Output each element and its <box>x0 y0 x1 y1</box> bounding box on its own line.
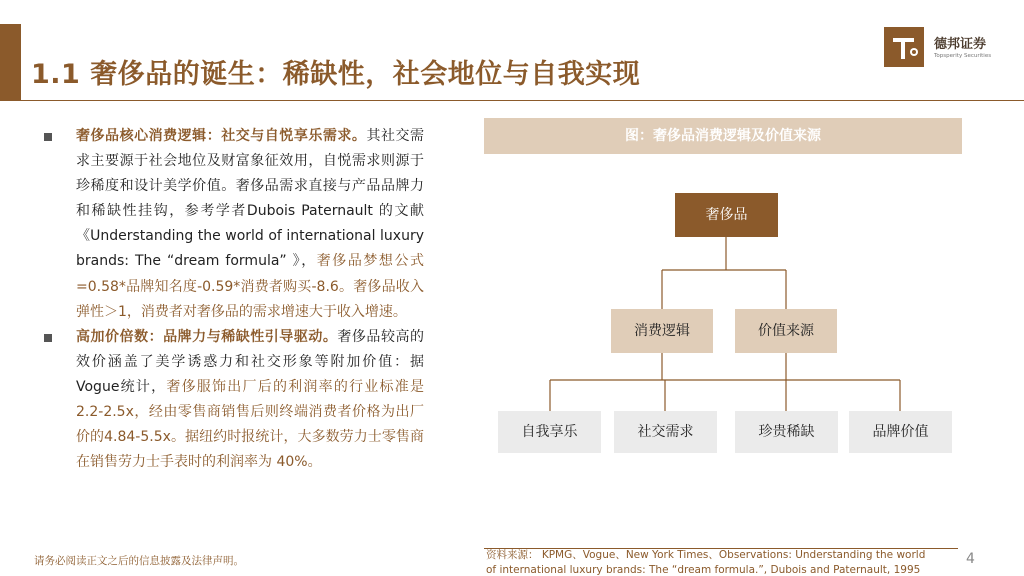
company-logo <box>884 27 1004 69</box>
bullet-highlight: 奢侈品梦想公式=0.58*品牌知名度-0.59*消费者购买-8.6。奢侈品收入弹性＞1，消费者对奢侈品的需求增速大于收入增速。 <box>76 253 424 320</box>
logo-mark-icon <box>884 27 924 67</box>
source-line: 资料来源： KPMG、Vogue、New York Times、Observations: Understanding the world <box>486 549 926 561</box>
tree-node-rare-scarcity: 珍贵稀缺 <box>735 411 838 453</box>
tree-node-social-demand: 社交需求 <box>614 411 717 453</box>
logo-subtitle: Topsperity Securities <box>934 53 992 59</box>
legal-disclaimer: 请务必阅读正文之后的信息披露及法律声明。 <box>34 555 244 567</box>
title-accent-bar <box>0 24 21 101</box>
tree-node-value-source: 价值来源 <box>735 309 837 353</box>
bullet-square-icon <box>44 133 52 141</box>
tree-node-luxury: 奢侈品 <box>675 193 778 237</box>
bullet-square-icon <box>44 334 52 342</box>
tree-node-self-pleasure: 自我享乐 <box>498 411 601 453</box>
bullet-text: 奢侈品较高的效价涵盖了美学诱惑力和社交形象等附加价值：据Vogue统计， <box>76 328 424 395</box>
bullet-item-markup <box>44 325 424 476</box>
bullet-item-consumption-logic <box>44 124 424 325</box>
source-line: of international luxury brands: The “dream formula.”, Dubois and Paternault, 1995 <box>486 564 921 576</box>
bullet-list <box>44 124 424 475</box>
tree-node-consumption-logic: 消费逻辑 <box>611 309 713 353</box>
source-note <box>486 548 960 576</box>
figure-title: 图：奢侈品消费逻辑及价值来源 <box>484 118 962 154</box>
page-number: 4 <box>966 551 975 567</box>
title-divider <box>21 100 1024 101</box>
bullet-text: 其社交需求主要源于社会地位及财富象征效用，自悦需求则源于珍稀度和设计美学价值。奢侈品需求直接与产品品牌力和稀缺性挂钩，参考学者Dubois Paternault 的文献《Understanding the world of international luxury brands: The “dream formula” 》， <box>76 128 425 270</box>
bullet-highlight: 奢侈服饰出厂后的利润率的行业标准是2.2-2.5x，经由零售商销售后则终端消费者价格为出厂价的4.84-5.5x。据纽约时报统计，大多数劳力士零售商在销售劳力士手表时的利润率为 40%。 <box>76 378 424 471</box>
tree-node-brand-value: 品牌价值 <box>849 411 952 453</box>
logo-name: 德邦证券 <box>934 37 987 52</box>
bullet-lead: 奢侈品核心消费逻辑：社交与自悦享乐需求。 <box>76 128 367 144</box>
bullet-lead: 高加价倍数：品牌力与稀缺性引导驱动。 <box>76 328 338 345</box>
page-title: 1.1 奢侈品的诞生：稀缺性，社会地位与自我实现 <box>31 59 641 90</box>
